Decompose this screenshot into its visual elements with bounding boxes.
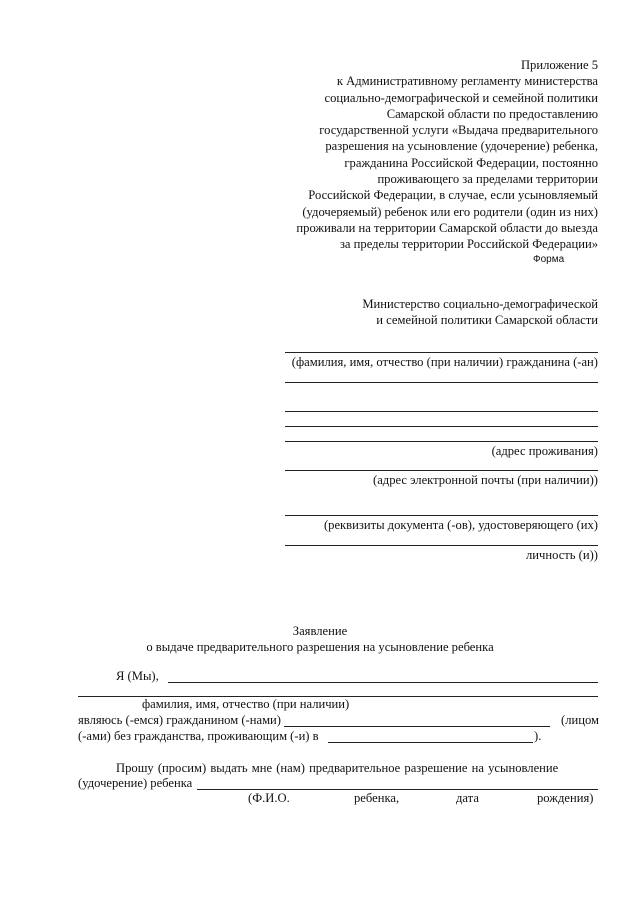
address-input-line-1[interactable] bbox=[285, 411, 598, 412]
stateless-suffix: ). bbox=[534, 729, 542, 743]
email-caption: (адрес электронной почты (при наличии)) bbox=[373, 473, 598, 487]
i-we-label: Я (Мы), bbox=[116, 669, 159, 683]
address-input-line-2[interactable] bbox=[285, 426, 598, 427]
appendix-line: проживали на территории Самарской области до выезда bbox=[296, 220, 598, 235]
addressee bbox=[362, 296, 598, 328]
appendix-line: Самарской области по предоставлению bbox=[386, 106, 598, 121]
addressee-line2: и семейной политики Самарской области bbox=[376, 313, 598, 327]
child-caption-child: ребенка, bbox=[354, 791, 400, 805]
appendix-line: государственной услуги «Выдача предварительного bbox=[319, 123, 598, 138]
appendix-line: гражданина Российской Федерации, постоянно bbox=[344, 155, 598, 170]
appendix-line: проживающего за пределами территории bbox=[377, 172, 598, 187]
request-line-2: (удочерение) ребенка bbox=[78, 776, 193, 790]
addressee-line1: Министерство социально-демографической bbox=[362, 297, 598, 311]
appendix-line: (удочеряемый) ребенок или его родители (один из них) bbox=[302, 204, 598, 219]
document-input-line[interactable] bbox=[285, 515, 598, 516]
appendix-line: за пределы территории Российской Федерации» bbox=[339, 237, 598, 252]
appendix-line: социально-демографической и семейной политики bbox=[324, 90, 598, 105]
fio-input-line-2[interactable] bbox=[285, 382, 598, 383]
address-caption: (адрес проживания) bbox=[491, 444, 598, 458]
appendix-block bbox=[296, 57, 598, 253]
appendix-line: разрешения на усыновление (удочерение) ребенка, bbox=[325, 139, 598, 154]
citizen-suffix: (лицом bbox=[561, 713, 599, 727]
fio-input-line[interactable] bbox=[285, 352, 598, 353]
fio-caption: (фамилия, имя, отчество (при наличии) гражданина (-ан) bbox=[291, 355, 598, 369]
appendix-line: Приложение 5 bbox=[520, 58, 598, 72]
document-caption-2: личность (и)) bbox=[525, 548, 598, 562]
i-we-input-line[interactable] bbox=[168, 682, 598, 683]
statement-subtitle: о выдаче предварительного разрешения на усыновление ребенка bbox=[146, 640, 494, 654]
applicant-fio-caption: фамилия, имя, отчество (при наличии) bbox=[142, 697, 350, 711]
document-input-line-2[interactable] bbox=[285, 545, 598, 546]
form-label: Форма bbox=[533, 254, 565, 265]
residence-input-line[interactable] bbox=[328, 742, 533, 743]
child-caption-fio: (Ф.И.О. bbox=[248, 791, 290, 805]
address-input-line-3[interactable] bbox=[285, 441, 598, 442]
citizenship-input-line[interactable] bbox=[284, 726, 550, 727]
email-input-line[interactable] bbox=[285, 470, 598, 471]
child-caption-birth: рождения) bbox=[537, 791, 594, 805]
stateless-prefix: (-ами) без гражданства, проживающим (-и) в bbox=[78, 729, 319, 743]
appendix-line: Российской Федерации, в случае, если усыновляемый bbox=[308, 188, 598, 203]
appendix-line: к Административному регламенту министерства bbox=[336, 74, 598, 89]
child-input-line[interactable] bbox=[197, 789, 598, 790]
statement-title: Заявление bbox=[292, 624, 348, 638]
child-caption-date: дата bbox=[456, 791, 479, 805]
request-line-1: Прошу (просим) выдать мне (нам) предварительное разрешение на усыновление bbox=[116, 761, 559, 775]
document-caption: (реквизиты документа (-ов), удостоверяющего (их) bbox=[323, 518, 598, 532]
citizen-prefix: являюсь (-емся) гражданином (-нами) bbox=[78, 713, 281, 727]
